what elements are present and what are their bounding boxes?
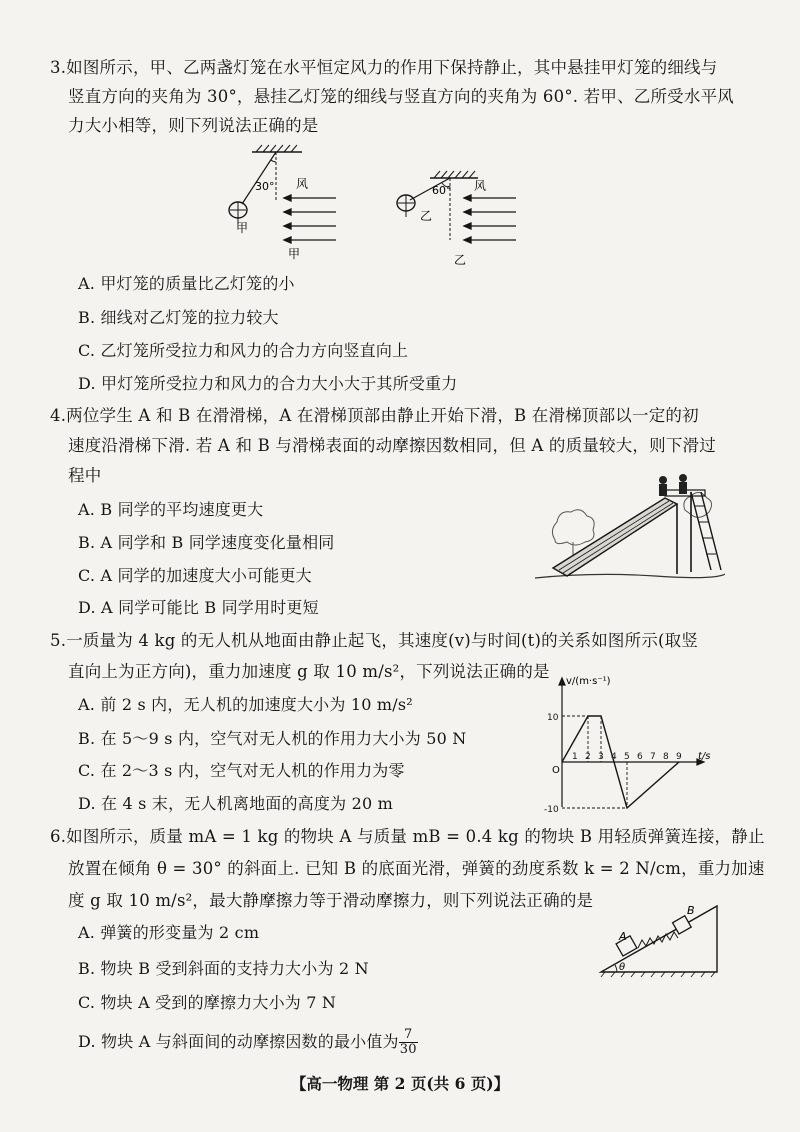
lantern-jia-label: 甲 (236, 221, 249, 235)
vt-x-axis-label: t/s (698, 751, 711, 762)
vt-y-axis-label: v/(m·s⁻¹) (566, 676, 611, 687)
vt-y-tick-neg10: -10 (544, 805, 559, 812)
vt-x-tick-2: 2 (585, 752, 591, 762)
vt-x-tick-8: 8 (663, 752, 669, 762)
angle1-label: 30° (255, 180, 275, 193)
q6-option-d (78, 1028, 418, 1057)
block-b (673, 916, 692, 934)
q3-stem-line-2: 竖直方向的夹角为 30°，悬挂乙灯笼的细线与竖直方向的夹角为 60°. 若甲、乙所受水平风 (68, 87, 734, 106)
q3-option-c: C. 乙灯笼所受拉力和风力的合力方向竖直向上 (78, 341, 409, 360)
q3-option-b: B. 细线对乙灯笼的拉力较大 (78, 308, 279, 327)
vt-x-tick-5: 5 (624, 752, 630, 762)
page-footer: 【高一物理 第 2 页(共 6 页)】 (290, 1074, 510, 1093)
q4-option-d: D. A 同学可能比 B 同学用时更短 (78, 598, 319, 617)
q4-option-b: B. A 同学和 B 同学速度变化量相同 (78, 533, 335, 552)
wind-label-2: 风 (474, 179, 487, 193)
lantern-figure (220, 140, 520, 270)
figure-caption-jia: 甲 (288, 247, 301, 261)
incline-figure (595, 900, 725, 980)
vt-origin-label: O (552, 765, 560, 776)
q5-option-c: C. 在 2～3 s 内，空气对无人机的作用力为零 (78, 761, 405, 780)
q6-stem-line-1: 6.如图所示，质量 mA = 1 kg 的物块 A 与质量 mB = 0.4 kg 的物块 B 用轻质弹簧连接，静止 (50, 827, 765, 846)
q3-option-a: A. 甲灯笼的质量比乙灯笼的小 (78, 274, 295, 293)
q4-option-c: C. A 同学的加速度大小可能更大 (78, 566, 312, 585)
q6-option-d-fraction (399, 1028, 418, 1057)
q5-option-d: D. 在 4 s 末，无人机离地面的高度为 20 m (78, 794, 393, 813)
q4-stem-line-1: 4.两位学生 A 和 B 在滑滑梯，A 在滑梯顶部由静止开始下滑，B 在滑梯顶部以一定的初 (50, 406, 699, 425)
q4-stem-line-3: 程中 (68, 466, 102, 485)
q5-stem-line-1: 5.一质量为 4 kg 的无人机从地面由静止起飞，其速度(v)与时间(t)的关系如图所示(取竖 (50, 631, 699, 650)
q6-option-d-text: D. 物块 A 与斜面间的动摩擦因数的最小值为 (78, 1032, 399, 1051)
lantern-yi-label: 乙 (420, 209, 433, 223)
q6-stem-line-3: 度 g 取 10 m/s²，最大静摩擦力等于滑动摩擦力，则下列说法正确的是 (68, 891, 594, 910)
q6-option-b: B. 物块 B 受到斜面的支持力大小为 2 N (78, 959, 369, 978)
vt-x-tick-6: 6 (637, 752, 643, 762)
wind-label-1: 风 (296, 177, 309, 191)
vt-x-tick-7: 7 (650, 752, 656, 762)
slide-illustration (535, 470, 725, 588)
q6-stem-line-2: 放置在倾角 θ = 30° 的斜面上. 已知 B 的底面光滑，弹簧的劲度系数 k = 2 N/cm，重力加速 (68, 859, 765, 878)
block-b-label: B (687, 904, 695, 917)
vt-y-tick-10: 10 (547, 713, 559, 723)
fraction-numerator: 7 (399, 1028, 418, 1043)
fraction-denominator: 30 (399, 1042, 417, 1057)
vt-x-tick-4: 4 (611, 752, 617, 762)
vt-x-tick-9: 9 (676, 752, 682, 762)
block-a-label: A (619, 930, 627, 943)
q6-option-a: A. 弹簧的形变量为 2 cm (78, 923, 260, 942)
wind-arrows-1 (284, 195, 336, 243)
vt-x-tick-1: 1 (572, 752, 578, 762)
q3-stem-line-3: 力大小相等，则下列说法正确的是 (68, 116, 319, 135)
vt-y-axis-arrow (559, 678, 565, 685)
q3-stem-line-1: 3.如图所示，甲、乙两盏灯笼在水平恒定风力的作用下保持静止，其中悬挂甲灯笼的细线与 (50, 58, 718, 77)
wind-arrows-2 (464, 195, 516, 243)
q4-option-a: A. B 同学的平均速度更大 (78, 500, 264, 519)
q6-option-c: C. 物块 A 受到的摩擦力大小为 7 N (78, 993, 337, 1012)
q3-option-d: D. 甲灯笼所受拉力和风力的合力大小大于其所受重力 (78, 374, 458, 393)
q5-option-b: B. 在 5～9 s 内，空气对无人机的作用力大小为 50 N (78, 729, 467, 748)
q5-stem-line-2: 直向上为正方向)，重力加速度 g 取 10 m/s²，下列说法正确的是 (68, 662, 550, 681)
vt-graph (540, 672, 720, 812)
q4-stem-line-2: 速度沿滑梯下滑. 若 A 和 B 与滑梯表面的动摩擦因数相同，但 A 的质量较大，则下滑过 (68, 436, 716, 455)
vt-x-tick-3: 3 (598, 752, 604, 762)
q5-option-a: A. 前 2 s 内，无人机的加速度大小为 10 m/s² (78, 695, 413, 714)
incline-angle-label: θ (619, 962, 626, 973)
figure-caption-yi: 乙 (454, 253, 467, 267)
angle2-label: 60° (432, 184, 452, 197)
